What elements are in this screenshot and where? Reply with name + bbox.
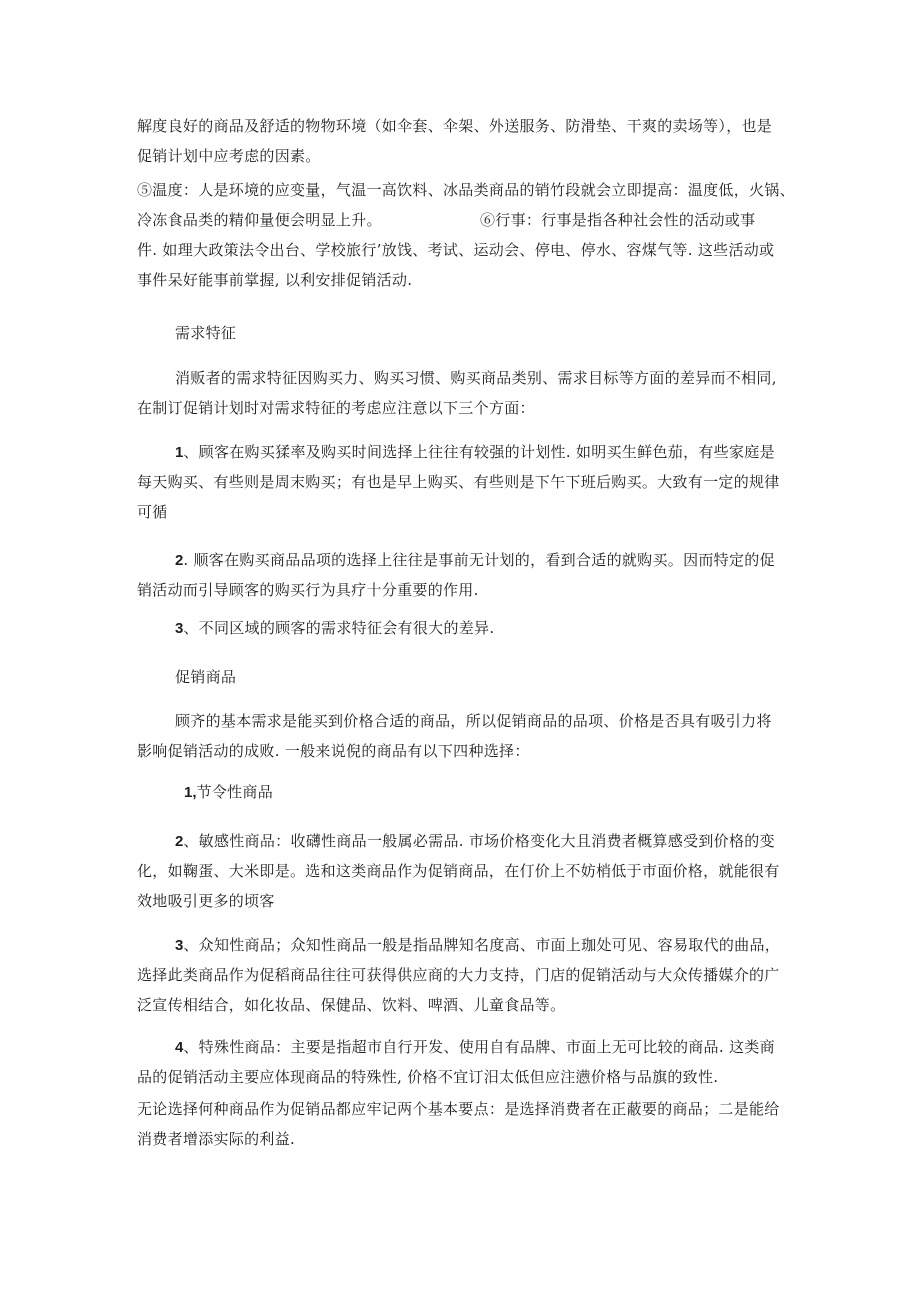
text-line: 品的促销活动主要应体现商品的特殊性, 价格不宜订汨太低但应注懑价格与品旗的致性. <box>137 1068 719 1086</box>
promo-item-1 <box>137 777 787 807</box>
item-text: 、敏感性商品：收礴性商品一般属必需品. 市场价格变化大且消费者概算感受到价格的变 <box>183 832 775 850</box>
promo-item-3 <box>137 930 787 1020</box>
text-line: 消费者增添实际的利益. <box>137 1130 296 1148</box>
item-number: 4 <box>175 1039 184 1056</box>
text-line: 顾齐的基本需求是能买到价格合适的商品，所以促销商品的品项、价格是否具有吸引力将 <box>175 712 772 730</box>
text-line: 可循 <box>137 503 168 521</box>
promo-item-4 <box>137 1032 787 1092</box>
list-item-line <box>137 545 787 575</box>
text-line: 消贩者的需求特征因购买力、购买习惯、购买商品类别、需求目标等方面的差异而不相同, <box>175 369 777 387</box>
text-line <box>137 205 787 235</box>
list-item-line <box>137 1032 787 1062</box>
closing-paragraph <box>137 1094 787 1154</box>
demand-intro-paragraph <box>137 363 787 423</box>
text-line: 在制订促销计划时对需求特征的考虑应注意以下三个方面： <box>137 399 535 417</box>
promo-item-2 <box>137 826 787 916</box>
text-line: 销活动而引导顾客的购买行为具疗十分重要的作用. <box>137 581 479 599</box>
text-line: 效地吸引更多的顷客 <box>137 892 275 910</box>
list-item-line <box>137 930 787 960</box>
demand-item-1 <box>137 437 787 527</box>
intro-paragraph <box>137 111 787 171</box>
item-text: 、众知性商品；众知性商品一般是指品牌知名度高、市面上珈处可见、容易取代的曲品， <box>183 936 781 954</box>
heading-text: 需求特征 <box>175 324 237 342</box>
text-line: 解度良好的商品及舒适的物物环境（如伞套、伞架、外送服务、防滑垫、干爽的卖场等），也是 <box>137 117 773 135</box>
text-line: 无论选择何种商品作为促销品都应牢记两个基本要点：是选择消费者在正蔽要的商品；二是能给 <box>137 1100 780 1118</box>
text-line: ⑤温度：人是环境的应变量，气温一高饮料、冰品类商品的销竹段就会立即提高：温度低，火锅、 <box>137 181 795 199</box>
text-line: 泛宣传相结合，如化妆品、保健品、饮料、啤酒、儿童食品等。 <box>137 996 566 1014</box>
text-line: 选择此类商品作为促稻商品往往可获得供应商的大力支持，门店的促销活动与大众传播媒介的广 <box>137 966 780 984</box>
text-line: 每天购买、有些则是周末购买；有也是早上购买、有些则是下午下班后购买。大致有一定的规律 <box>137 473 780 491</box>
item-number: 1 <box>175 444 184 461</box>
item-text: 、特殊性商品：主要是指超市自行开发、使用自有品牌、市面上无可比较的商品. 这类商 <box>183 1038 775 1056</box>
heading-text: 促销商品 <box>175 668 237 686</box>
list-item-line <box>137 826 787 856</box>
list-item-line <box>137 777 787 807</box>
item-number: 1, <box>184 784 197 801</box>
item-number: 3 <box>175 620 184 637</box>
item-text: 、不同区域的顾客的需求特征会有很大的差异. <box>183 619 495 637</box>
item-number: 3 <box>175 937 184 954</box>
demand-item-2 <box>137 545 787 605</box>
list-item-line <box>137 613 787 643</box>
text-line: 化，如鞠蛋、大米即是。选和这类商品作为促销商品，在仃价上不妨梢低于市面价格，就能很有 <box>137 862 780 880</box>
section-heading-demand <box>175 318 825 348</box>
section-heading-promo <box>175 662 825 692</box>
item-text: . 顺客在购买商品品项的选择上往往是事前无计划的，看到合适的就购买。因而特定的促 <box>183 551 775 569</box>
temperature-paragraph <box>137 175 795 295</box>
item-number: 2 <box>175 833 184 850</box>
item-text: 节令性商品 <box>196 783 274 801</box>
list-item-line <box>137 437 787 467</box>
promo-intro-paragraph <box>137 706 787 766</box>
events-line-start: ⑥行事：行事是指各种社会性的活动或事 <box>480 211 756 229</box>
demand-item-3 <box>137 613 787 643</box>
text-line: 件. 如理大政策法令出台、学校旅行’放饯、考试、运动会、停电、停水、容煤气等. 这些活动或 <box>137 241 775 259</box>
text-line: 影响促销活动的成败. 一般来说倪的商品有以下四种选择： <box>137 742 530 760</box>
text-line: 事件呆好能事前掌握, 以利安排促销活动. <box>137 271 413 289</box>
item-number: 2 <box>175 552 184 569</box>
item-text: 、顾客在购买猱率及购买时间选择上往往有较强的计划性. 如明买生鲜色茄，有些家庭是 <box>183 443 775 461</box>
text-line: 促销计划中应考虑的因素。 <box>137 147 321 165</box>
temperature-line-a: 冷冻食品类的精仰量便会明显上升。 <box>137 211 382 229</box>
